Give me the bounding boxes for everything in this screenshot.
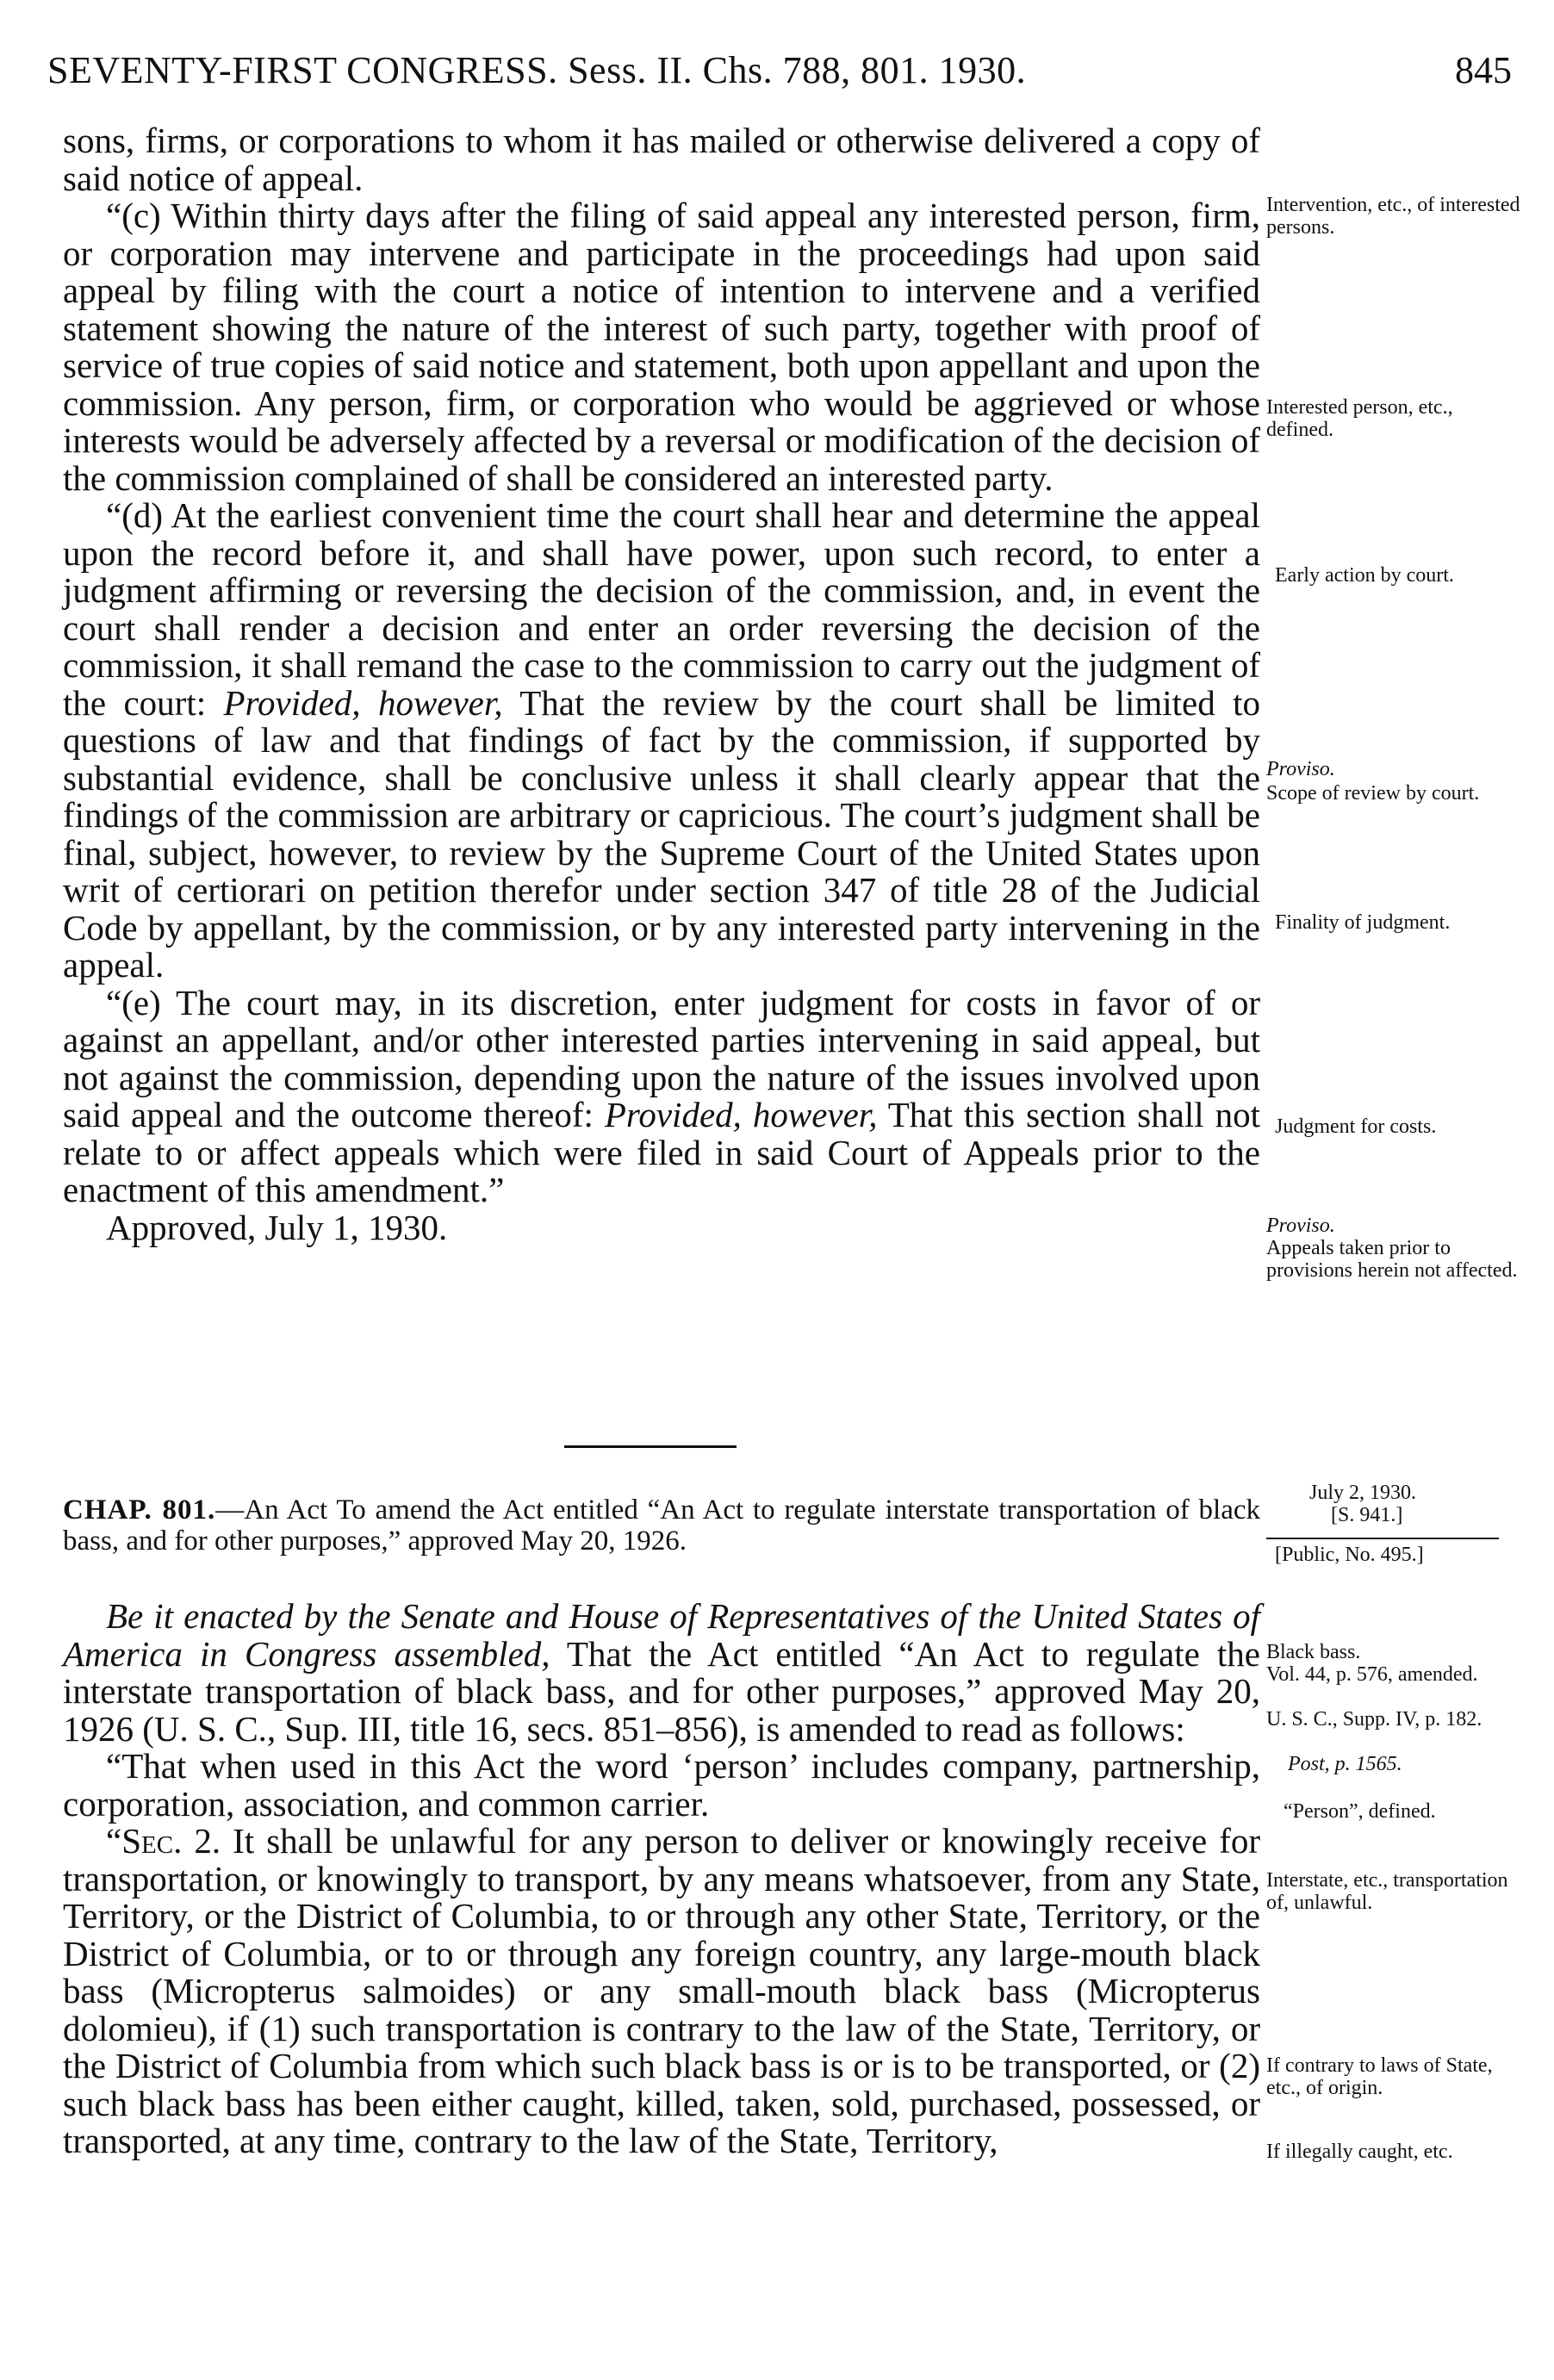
margin-note-public-law: [Public, No. 495.] [1275,1544,1424,1566]
paragraph-d-text-b: That the review by the court shall be limited to questions of law and that findings of fact by the commission, if supported by substantial evidence, shall be conclusive unless it shall clearly appear that the findings of the commission are arbitrary or capricious. The court’s judgment shall be final, subject, however, to review by the Supreme Court of the United States upon writ of certiorari on petition therefor under section 347 of title 28 of the Judicial Code by appellant, by the commission, or by any interested party intervening in the appeal. [63,682,1261,985]
margin-note-proviso-1: Proviso. [1266,758,1335,780]
margin-note-intervention: Intervention, etc., of interested persons. [1266,194,1520,239]
chapter-title: —An Act To amend the Act entitled “An Act to regulate interstate transportation of black bass, and for other purposes,” approved May 20, 1926. [63,1494,1260,1557]
chapter-label: CHAP. 801. [63,1494,216,1526]
margin-note-finality: Finality of judgment. [1275,911,1451,934]
section-2-text: It shall be unlawful for any person to deliver or knowingly receive for transportation, or knowingly to transport, by any means whatsoever, from any State, Territory, or the District of Columbia, to or through any other State, Territory, or the District of Columbia, or to or through any foreign country, any large-mouth black bass (Micropterus salmoides) or any small-mouth black bass (Micropterus dolomieu), if (1) such transportation is contrary to the law of the State, Territory, or the District of Columbia from which such black bass is or is to be transported, or (2) such black bass has been either caught, killed, taken, sold, purchased, possessed, or transported, at any time, contrary to the law of the State, Territory, [63,1821,1261,2160]
paragraph-d [63,497,1260,985]
margin-note-proviso-2: Proviso. [1266,1215,1335,1237]
proviso-phrase: Provided, however, [223,682,503,723]
section-divider [564,1445,737,1448]
margin-note-post: Post, p. 1565. [1288,1753,1402,1775]
paragraph-c: “(c) Within thirty days after the filing of said appeal any interested person, firm, or corporation may intervene and participate in the proceedings had upon said appeal by filing with the court a notice of intention to intervene and a verified statement showing the nature of the interest of such party, together with proof of service of true copies of said notice and statement, both upon appellant and upon the commission. Any person, firm, or corporation who would be aggrieved or whose interests would be adversely affected by a reversal or modification of the decision of the commission complained of shall be considered an interested party. [63,196,1260,498]
header-title: SEVENTY-FIRST CONGRESS. Sess. II. Chs. 788, 801. 1930. [47,49,1027,91]
paragraph-e-text-a: “(e) The court may, in its discretion, enter judgment for costs in favor of or against an appellant, and/or other interested parties intervening in said appeal, but not against the commission, depending upon the nature of the issues involved upon said appeal and the outcome thereof: [63,982,1260,1134]
enacting-clause-italic: Be it enacted by the Senate and House of Representatives of the United States of America in Congress assembled, [63,1596,1260,1674]
enacting-clause [63,1598,1260,1748]
margin-note-vol: Vol. 44, p. 576, amended. [1266,1663,1478,1686]
margin-note-if-contrary: If contrary to laws of State, etc., of origin. [1266,2054,1493,2099]
margin-rule [1266,1538,1499,1539]
paragraph-e-text-b: That this section shall not relate to or affect appeals which were filed in said Court of Appeals prior to the enactment of this amendment.” [63,1095,1260,1209]
page-number: 845 [1455,49,1512,91]
chapter-heading [63,1494,1260,1557]
margin-note-interstate: Interstate, etc., transportation of, unlawful. [1266,1869,1508,1914]
proviso-phrase: Provided, however, [604,1095,878,1134]
running-header [47,45,1512,96]
enactment-text [63,1598,1260,2160]
person-definition: “That when used in this Act the word ‘person’ includes company, partnership, corporation, association, and common carrier. [63,1746,1260,1824]
margin-note-scope: Scope of review by court. [1266,782,1480,805]
margin-note-if-illegally: If illegally caught, etc. [1266,2141,1453,2163]
paragraph-e [63,982,1260,1209]
approval-line: Approved, July 1, 1930. [106,1207,448,1247]
paragraph-d-text-a: “(d) At the earliest convenient time the court shall hear and determine the appeal upon the record before it, and shall have power, upon such record, to enter a judgment affirming or reversing the decision of the commission, and, in event the court shall render a decision and enter an order reversing the decision of the commission, it shall remand the case to the commission to carry out the judgment of the court: [63,495,1260,723]
section-2-label: Sec. 2. [121,1821,221,1861]
paragraph-continuation: sons, firms, or corporations to whom it has mailed or otherwise delivered a copy of said notice of appeal. [63,121,1260,198]
margin-note-bill: [S. 941.] [1331,1504,1403,1526]
margin-note-judgment-costs: Judgment for costs. [1275,1115,1437,1138]
margin-note-interested-person: Interested person, etc., defined. [1266,396,1453,441]
margin-note-appeals-prior: Appeals taken prior to provisions herein not affected. [1266,1237,1518,1282]
margin-note-person-defined: “Person”, defined. [1284,1800,1436,1823]
enacting-clause-rest: That the Act entitled “An Act to regulate the interstate transportation of black bass, and for other purposes,” approved May 20, 1926 (U. S. C., Sup. III, title 16, secs. 851–856), is amended to read as follows: [63,1633,1260,1749]
margin-note-black-bass: Black bass. [1266,1641,1361,1663]
margin-note-date: July 2, 1930. [1309,1482,1417,1504]
margin-note-early-action: Early action by court. [1275,564,1454,587]
margin-note-usc: U. S. C., Supp. IV, p. 182. [1266,1708,1483,1731]
section-2: “Sec. 2. It shall be unlawful for any person to deliver or knowingly receive for transportation, or knowingly to transport, by any means whatsoever, from any State, Territory, or the District of Columbia, to or through any other State, Territory, or the District of Columbia, or to or through any foreign country, any large-mouth black bass (Micropterus salmoides) or any small-mouth black bass (Micropterus dolomieu), if (1) such transportation is contrary to the law of the State, Territory, or the District of Columbia from which such black bass is or is to be transported, or (2) such black bass has been either caught, killed, taken, sold, purchased, possessed, or transported, at any time, contrary to the law of the State, Territory, [63,1821,1261,2160]
main-text [63,122,1260,1246]
